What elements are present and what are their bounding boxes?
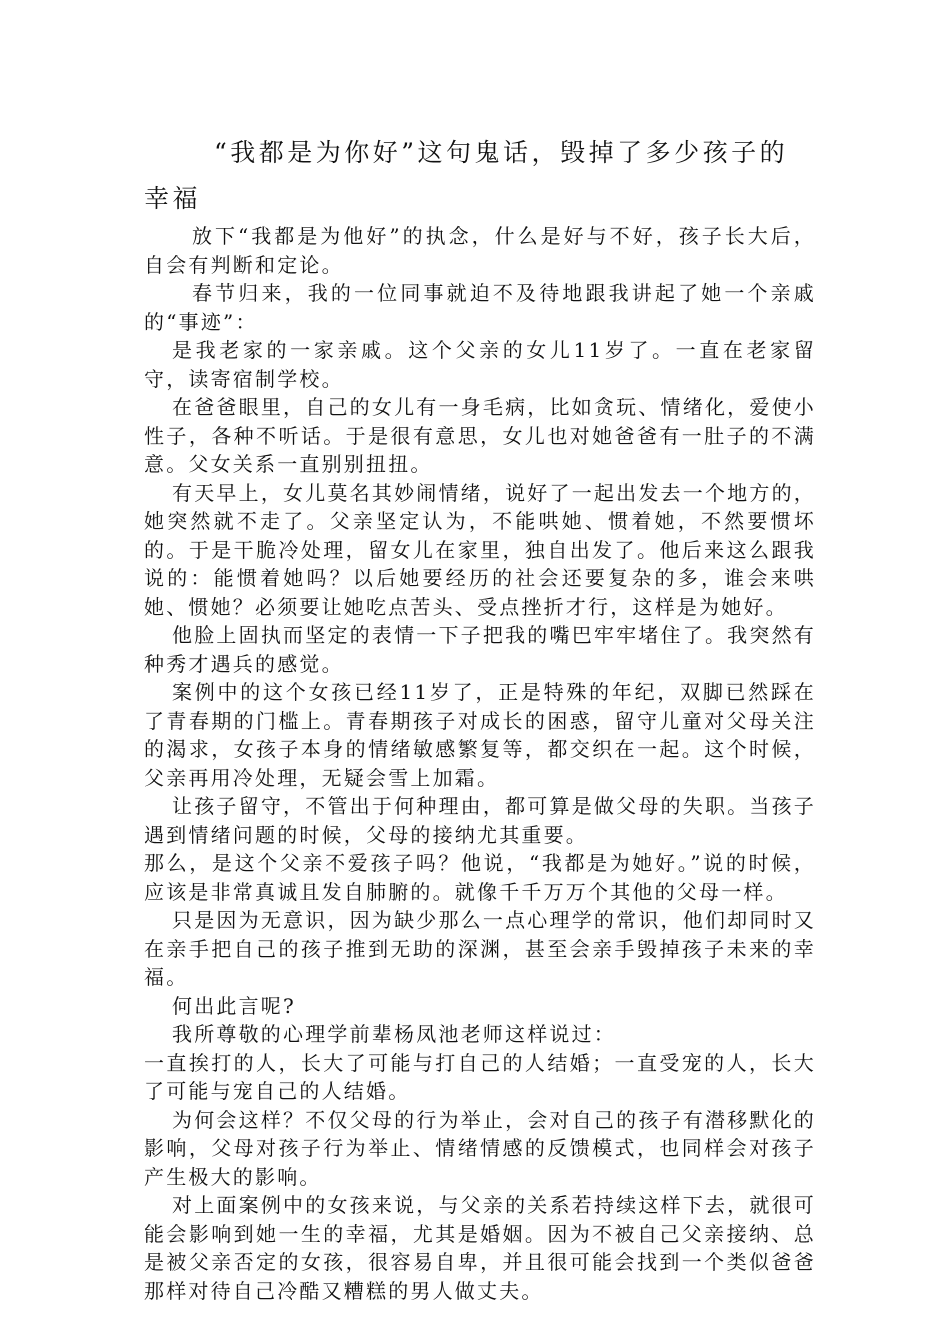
article-title: “我都是为你好”这句鬼话，毁掉了多少孩子的幸福 <box>144 138 789 213</box>
paragraph-intro: 放下“我都是为他好”的执念，什么是好与不好，孩子长大后，自会有判断和定论。 <box>144 224 816 277</box>
paragraph-case-analysis: 案例中的这个女孩已经11岁了，正是特殊的年纪，双脚已然踩在了青春期的门槛上。青春期孩子对成长的困惑，留守儿童对父母关注的渴求，女孩子本身的情绪敏感繁复等，都交织在一起。这个时候，父亲再用冷处理，无疑会雪上加霜。 <box>144 680 816 790</box>
paragraph-love-question: 那么，是这个父亲不爱孩子吗？他说，“我都是为她好。”说的时候，应该是非常真诚且发自肺腑的。就像千千万万个其他的父母一样。 <box>144 851 816 904</box>
article-body <box>144 222 816 1305</box>
paragraph-conclusion: 对上面案例中的女孩来说，与父亲的关系若持续这样下去，就很可能会影响到她一生的幸福，尤其是婚姻。因为不被自己父亲接纳、总是被父亲否定的女孩，很容易自卑，并且很可能会找到一个类似爸爸那样对待自己冷酷又糟糕的男人做丈夫。 <box>144 1193 816 1303</box>
paragraph-teacher-quote: 一直挨打的人，长大了可能与打自己的人结婚；一直受宠的人，长大了可能与宠自己的人结婚。 <box>144 1050 816 1103</box>
paragraph-morning-incident: 有天早上，女儿莫名其妙闹情绪，说好了一起出发去一个地方的，她突然就不走了。父亲坚定认为，不能哄她、惯着她，不然要惯坏的。于是干脆冷处理，留女儿在家里，独自出发了。他后来这么跟我说的：能惯着她吗？以后她要经历的社会还要复杂的多，谁会来哄她、惯她？必须要让她吃点苦头、受点挫折才行，这样是为她好。 <box>144 480 816 619</box>
paragraph-unconscious: 只是因为无意识，因为缺少那么一点心理学的常识，他们却同时又在亲手把自己的孩子推到无助的深渊，甚至会亲手毁掉孩子未来的幸福。 <box>144 908 816 989</box>
paragraph-teacher-quote-intro: 我所尊敬的心理学前辈杨凤池老师这样说过： <box>172 1022 616 1046</box>
paragraph-colleague-story: 春节归来，我的一位同事就迫不及待地跟我讲起了她一个亲戚的“事迹”： <box>144 281 816 334</box>
paragraph-influence: 为何会这样？不仅父母的行为举止，会对自己的孩子有潜移默化的影响，父母对孩子行为举止、情绪情感的反馈模式，也同样会对孩子产生极大的影响。 <box>144 1107 816 1189</box>
paragraph-father-view: 在爸爸眼里，自己的女儿有一身毛病，比如贪玩、情绪化，爱使小性子，各种不听话。于是很有意思，女儿也对她爸爸有一肚子的不满意。父女关系一直别别扭扭。 <box>144 395 816 476</box>
paragraph-left-behind: 让孩子留守，不管出于何种理由，都可算是做父母的失职。当孩子遇到情绪问题的时候，父母的接纳尤其重要。 <box>144 794 816 847</box>
paragraph-why: 何出此言呢? <box>172 993 296 1018</box>
paragraph-speechless: 他脸上固执而坚定的表情一下子把我的嘴巴牢牢堵住了。我突然有种秀才遇兵的感觉。 <box>144 623 816 676</box>
paragraph-relative: 是我老家的一家亲戚。这个父亲的女儿11岁了。一直在老家留守，读寄宿制学校。 <box>144 338 816 391</box>
